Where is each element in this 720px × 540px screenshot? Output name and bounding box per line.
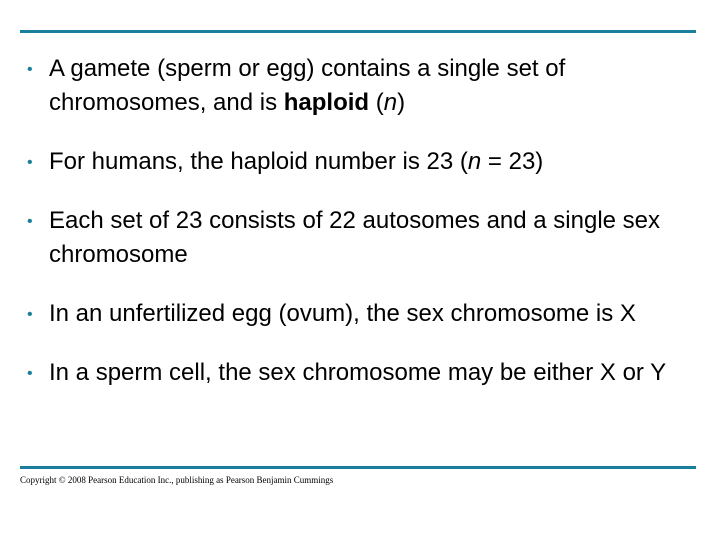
symbol-n: n <box>383 89 398 116</box>
bullet-icon: • <box>27 154 33 171</box>
bullet-text: ( <box>369 89 384 116</box>
bullet-text: For humans, the haploid number is 23 ( <box>49 148 468 175</box>
copyright-notice: Copyright © 2008 Pearson Education Inc., publishing as Pearson Benjamin Cummings <box>20 475 334 485</box>
bottom-divider <box>20 466 696 469</box>
bullet-text: ) <box>397 89 406 116</box>
bullet-text: In a sperm cell, the sex chromosome may be either X or Y <box>49 359 667 386</box>
top-divider <box>20 30 696 33</box>
bullet-sperm-sex-chromosome <box>25 356 705 390</box>
symbol-n: n <box>467 148 482 175</box>
bullet-text: = 23) <box>481 148 544 175</box>
bullet-gamete-haploid <box>25 52 705 120</box>
bullet-text: In an unfertilized egg (ovum), the sex chromosome is X <box>49 300 636 327</box>
bullet-human-haploid-number <box>25 145 705 179</box>
bullet-icon: • <box>27 213 33 230</box>
term-haploid: haploid <box>283 89 370 116</box>
bullet-icon: • <box>27 306 33 323</box>
bullet-text: A gamete (sperm or egg) contains a single set of chromosomes, and is <box>49 55 566 116</box>
bullet-icon: • <box>27 365 33 382</box>
bullet-list <box>25 52 705 415</box>
bullet-egg-sex-chromosome <box>25 297 705 331</box>
bullet-icon: • <box>27 61 33 78</box>
bullet-text: Each set of 23 consists of 22 autosomes and a single sex chromosome <box>49 207 661 268</box>
bullet-autosomes <box>25 204 705 272</box>
